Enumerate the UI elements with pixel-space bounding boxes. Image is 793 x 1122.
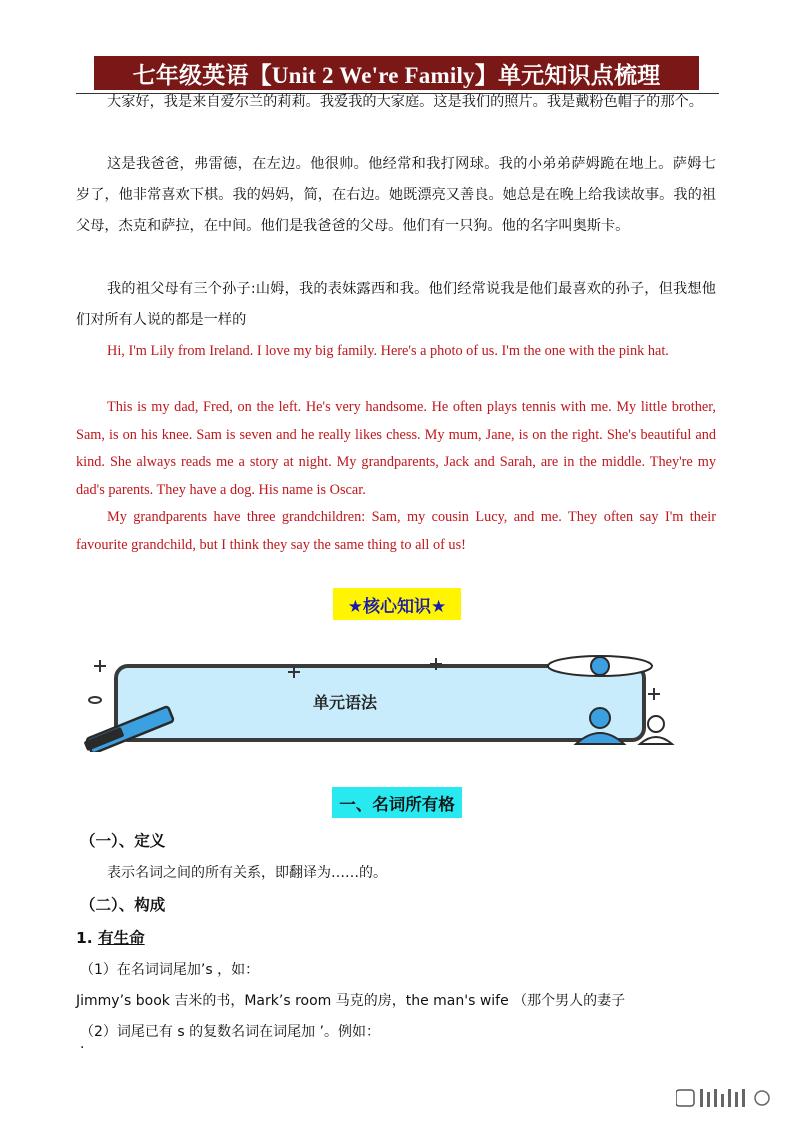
rule-1: （1）在名词词尾加’s ，如： (80, 962, 260, 978)
chinese-paragraph-3: 我的祖父母有三个孙子:山姆，我的表妹露西和我。他们经常说我是他们最喜欢的孙子，但我想他们对所有人说的都是一样的 (76, 281, 716, 328)
animate-heading-number: 1. (76, 929, 93, 947)
chinese-paragraph-2: 这是我爸爸，弗雷德，在左边。他很帅。他经常和我打网球。我的小弟弟萨姆跪在地上。萨姆七岁了，他非常喜欢下棋。我的妈妈，简，在右边。她既漂亮又善良。她总是在晚上给我读故事。我的祖父母，杰克和萨拉，在中间。他们是我爸爸的父母。他们有一只狗。他的名字叫奥斯卡。 (76, 156, 716, 234)
watermark-logo (676, 1086, 776, 1110)
english-paragraph-1: Hi, I'm Lily from Ireland. I love my big family. Here's a photo of us. I'm the one with the pink hat. (107, 343, 669, 359)
english-paragraph-2: This is my dad, Fred, on the left. He's very handsome. He often plays tennis with me. My little brother, Sam, is on his knee. Sam is seven and he really likes chess. My mum, Jane, is on the right. She's beautiful and kind. She always reads me a story at night. My grandparents, Jack and Sarah, are in the middle. They're my dad's parents. They have a dog. His name is Oscar. (76, 399, 716, 498)
plus-icon (648, 688, 660, 700)
chinese-paragraph-1: 大家好，我是来自爱尔兰的莉莉。我爱我的大家庭。这是我们的照片。我是戴粉色帽子的那个。 (107, 94, 703, 110)
animate-heading (76, 926, 145, 948)
core-knowledge-badge: ★核心知识★ (333, 588, 461, 620)
english-paragraph-3: My grandparents have three grandchildren: Sam, my cousin Lucy, and me. They often say I'm their favourite grandchild, but I think they say the same thing to all of us! (76, 509, 716, 553)
page-title: 七年级英语【Unit 2 We're Family】单元知识点梳理 (94, 56, 699, 90)
eye-icon (548, 656, 652, 676)
animate-heading-text: 有生命 (98, 929, 145, 947)
example-1: Jimmy’s book 吉米的书，Mark’s room 马克的房，the man's wife （那个男人的妻子 (76, 993, 626, 1009)
plus-icon (94, 660, 106, 672)
section-title: 一、名词所有格 (332, 787, 462, 818)
trailing-mark: · (80, 1040, 85, 1056)
structure-heading: （二）、构成 (80, 896, 166, 914)
definition-text: 表示名词之间的所有关系，即翻译为……的。 (107, 865, 387, 881)
definition-heading: （一）、定义 (80, 832, 166, 850)
ring-icon (89, 697, 101, 703)
banner-label: 单元语法 (312, 693, 377, 712)
rule-2: （2）词尾已有 s 的复数名词在词尾加 ’。例如： (80, 1024, 381, 1040)
